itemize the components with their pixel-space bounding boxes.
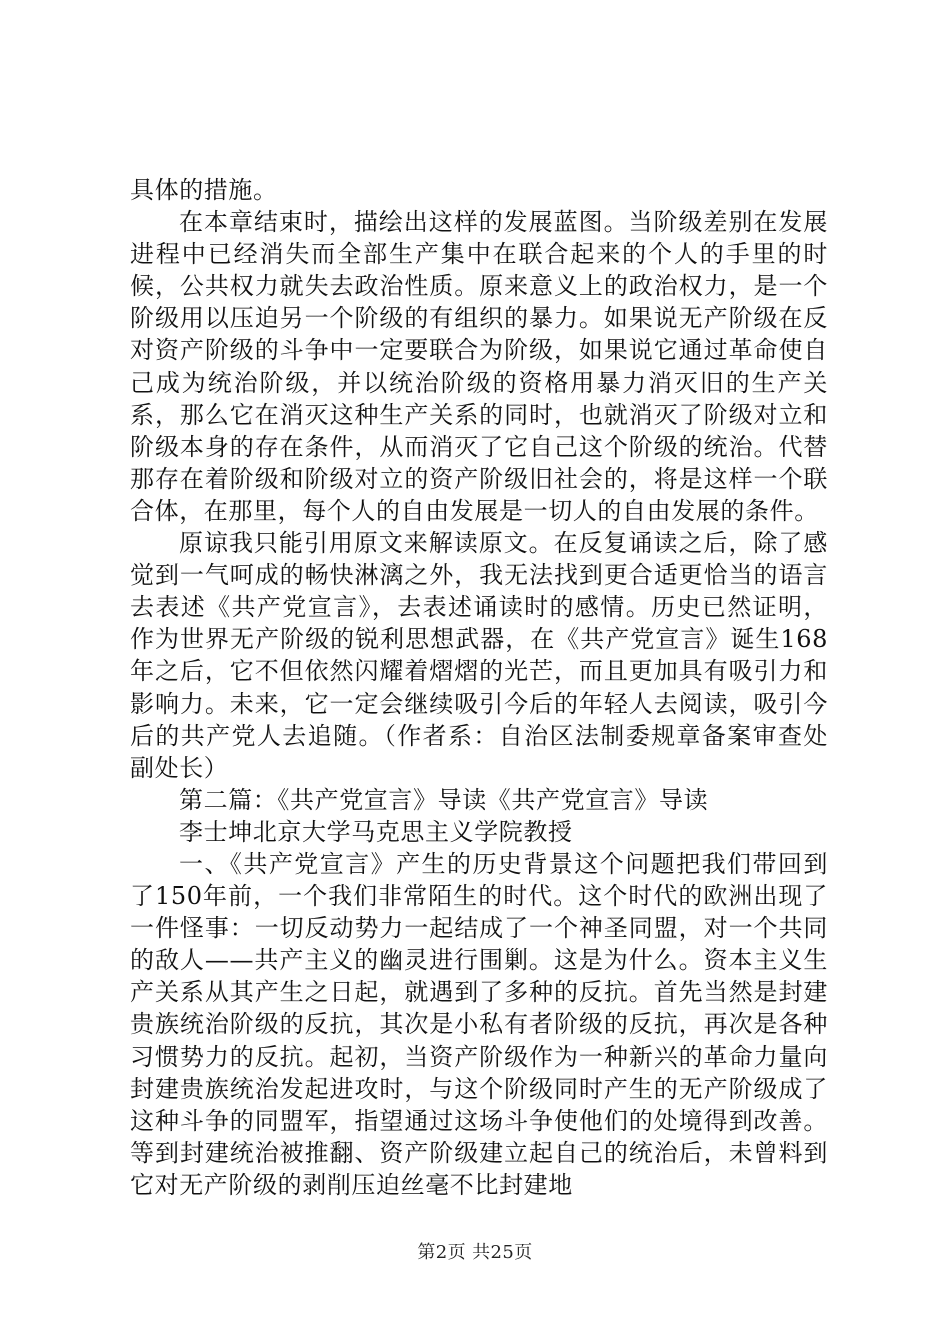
paragraph-continuation: 具体的措施。	[130, 176, 278, 204]
paragraph-historical-background: 一、《共产党宣言》产生的历史背景这个问题把我们带回到了150年前，一个我们非常陌生的时代。这个时代的欧洲出现了一件怪事：一切反动势力一起结成了一个神圣同盟，对一个共同的敌人——共产主义的幽灵进行围剿。这是为什么。资本主义生产关系从其产生之日起，就遇到了多种的反抗。首先当然是封建贵族统治阶级的反抗，其次是小私有者阶级的反抗，再次是各种习惯势力的反抗。起初，当资产阶级作为一种新兴的革命力量向封建贵族统治发起进攻时，与这个阶级同时产生的无产阶级成了这种斗争的同盟军，指望通过这场斗争使他们的处境得到改善。等到封建统治被推翻、资产阶级建立起自己的统治后，未曾料到它对无产阶级的剥削压迫丝毫不比封建地	[130, 849, 828, 1199]
document-body	[130, 174, 828, 1201]
author-line: 李士坤北京大学马克思主义学院教授	[179, 817, 573, 846]
page-footer: 第2页 共25页	[417, 1242, 533, 1263]
paragraph-author-reflection: 原谅我只能引用原文来解读原文。在反复诵读之后，除了感觉到一气呵成的畅快淋漓之外，我无法找到更合适更恰当的语言去表述《共产党宣言》，去表述诵读时的感情。历史已然证明，作为世界无产阶级的锐利思想武器，在《共产党宣言》诞生168年之后，它不但依然闪耀着熠熠的光芒，而且更加具有吸引力和影响力。未来，它一定会继续吸引今后的年轻人去阅读，吸引今后的共产党人去追随。（作者系：自治区法制委规章备案审查处副处长）	[130, 529, 828, 782]
paragraph-chapter-conclusion: 在本章结束时，描绘出这样的发展蓝图。当阶级差别在发展进程中已经消失而全部生产集中在联合起来的个人的手里的时候，公共权力就失去政治性质。原来意义上的政治权力，是一个阶级用以压迫另一个阶级的有组织的暴力。如果说无产阶级在反对资产阶级的斗争中一定要联合为阶级，如果说它通过革命使自己成为统治阶级，并以统治阶级的资格用暴力消灭旧的生产关系，那么它在消灭这种生产关系的同时，也就消灭了阶级对立和阶级本身的存在条件，从而消灭了它自己这个阶级的统治。代替那存在着阶级和阶级对立的资产阶级旧社会的，将是这样一个联合体，在那里，每个人的自由发展是一切人的自由发展的条件。	[130, 208, 828, 525]
section-heading: 第二篇：《共产党宣言》导读《共产党宣言》导读	[179, 785, 709, 814]
